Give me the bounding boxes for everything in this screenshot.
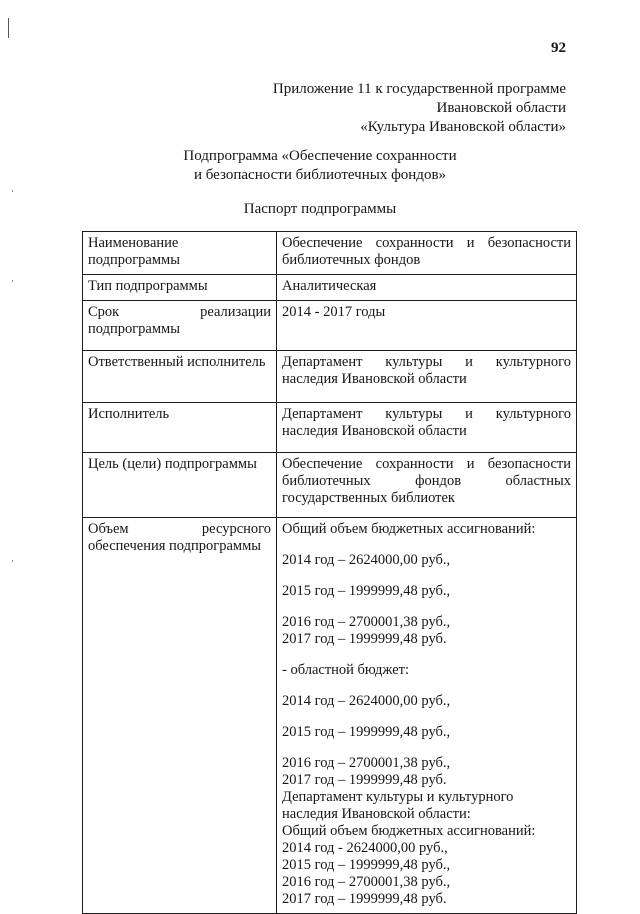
funding-total-line: 2016 год – 2700001,38 руб., <box>282 614 451 630</box>
page-number: 92 <box>551 40 566 56</box>
row-label: Срок реализации подпрограммы <box>83 301 277 351</box>
row-label: Цель (цели) подпрограммы <box>83 453 277 518</box>
passport-title: Паспорт подпрограммы <box>243 201 397 217</box>
scan-speck <box>12 190 13 192</box>
funding-department-line: 2014 год - 2624000,00 руб., <box>282 840 448 856</box>
scan-speck <box>12 280 13 282</box>
table-row <box>83 453 577 518</box>
funding-regional-header: - областной бюджет: <box>282 662 410 678</box>
row-label: Наименование подпрограммы <box>83 232 277 275</box>
spacer <box>282 538 571 552</box>
funding-department-header: Общий объем бюджетных ассигнований: <box>282 823 536 839</box>
appendix-header <box>273 80 566 137</box>
row-value: Обеспечение сохранности и безопасности библиотечных фондов областных государственных библиотек <box>277 453 577 518</box>
subprogram-title-line: Подпрограмма «Обеспечение сохранности <box>183 148 457 164</box>
row-value: 2014 - 2017 годы <box>277 301 577 351</box>
funding-total-line: 2015 год – 1999999,48 руб., <box>282 583 451 599</box>
funding-total-line: 2017 год – 1999999,48 руб. <box>282 631 447 647</box>
funding-regional-line: 2016 год – 2700001,38 руб., <box>282 755 451 771</box>
table-row <box>83 403 577 453</box>
row-label: Тип подпрограммы <box>83 275 277 301</box>
row-label: Объем ресурсного обеспечения подпрограммы <box>83 518 277 914</box>
subprogram-title <box>0 147 640 185</box>
subprogram-title-line: и безопасности библиотечных фондов» <box>193 167 447 183</box>
table-row <box>83 232 577 275</box>
row-value: Департамент культуры и культурного наследия Ивановской области <box>277 351 577 403</box>
funding-total-header: Общий объем бюджетных ассигнований: <box>282 521 536 537</box>
funding-regional-line: 2017 год – 1999999,48 руб. <box>282 772 447 788</box>
scan-edge-mark <box>8 18 9 38</box>
row-value: Департамент культуры и культурного наследия Ивановской области <box>277 403 577 453</box>
funding-department-line: 2015 год – 1999999,48 руб., <box>282 857 451 873</box>
appendix-line: Приложение 11 к государственной программе <box>272 81 566 97</box>
row-label: Ответственный исполнитель <box>83 351 277 403</box>
appendix-line: «Культура Ивановской области» <box>360 119 566 135</box>
table-row <box>83 301 577 351</box>
funding-department-line: 2016 год – 2700001,38 руб., <box>282 874 451 890</box>
funding-total-line: 2014 год – 2624000,00 руб., <box>282 552 451 568</box>
passport-table <box>82 231 577 914</box>
funding-regional-line: 2015 год – 1999999,48 руб., <box>282 724 451 740</box>
spacer <box>282 710 571 724</box>
spacer <box>282 648 571 662</box>
table-row <box>83 275 577 301</box>
funding-department-header: Департамент культуры и культурного <box>282 789 514 805</box>
row-value: Обеспечение сохранности и безопасности библиотечных фондов <box>277 232 577 275</box>
appendix-line: Ивановской области <box>436 100 566 116</box>
row-label: Исполнитель <box>83 403 277 453</box>
funding-details <box>277 518 577 914</box>
row-value: Аналитическая <box>277 275 577 301</box>
spacer <box>282 600 571 614</box>
spacer <box>282 569 571 583</box>
scan-speck <box>12 560 13 562</box>
funding-department-header: наследия Ивановской области: <box>282 806 471 822</box>
table-row <box>83 351 577 403</box>
funding-department-line: 2017 год – 1999999,48 руб. <box>282 891 447 907</box>
spacer <box>282 741 571 755</box>
table-row-funding <box>83 518 577 914</box>
funding-regional-line: 2014 год – 2624000,00 руб., <box>282 693 451 709</box>
spacer <box>282 679 571 693</box>
